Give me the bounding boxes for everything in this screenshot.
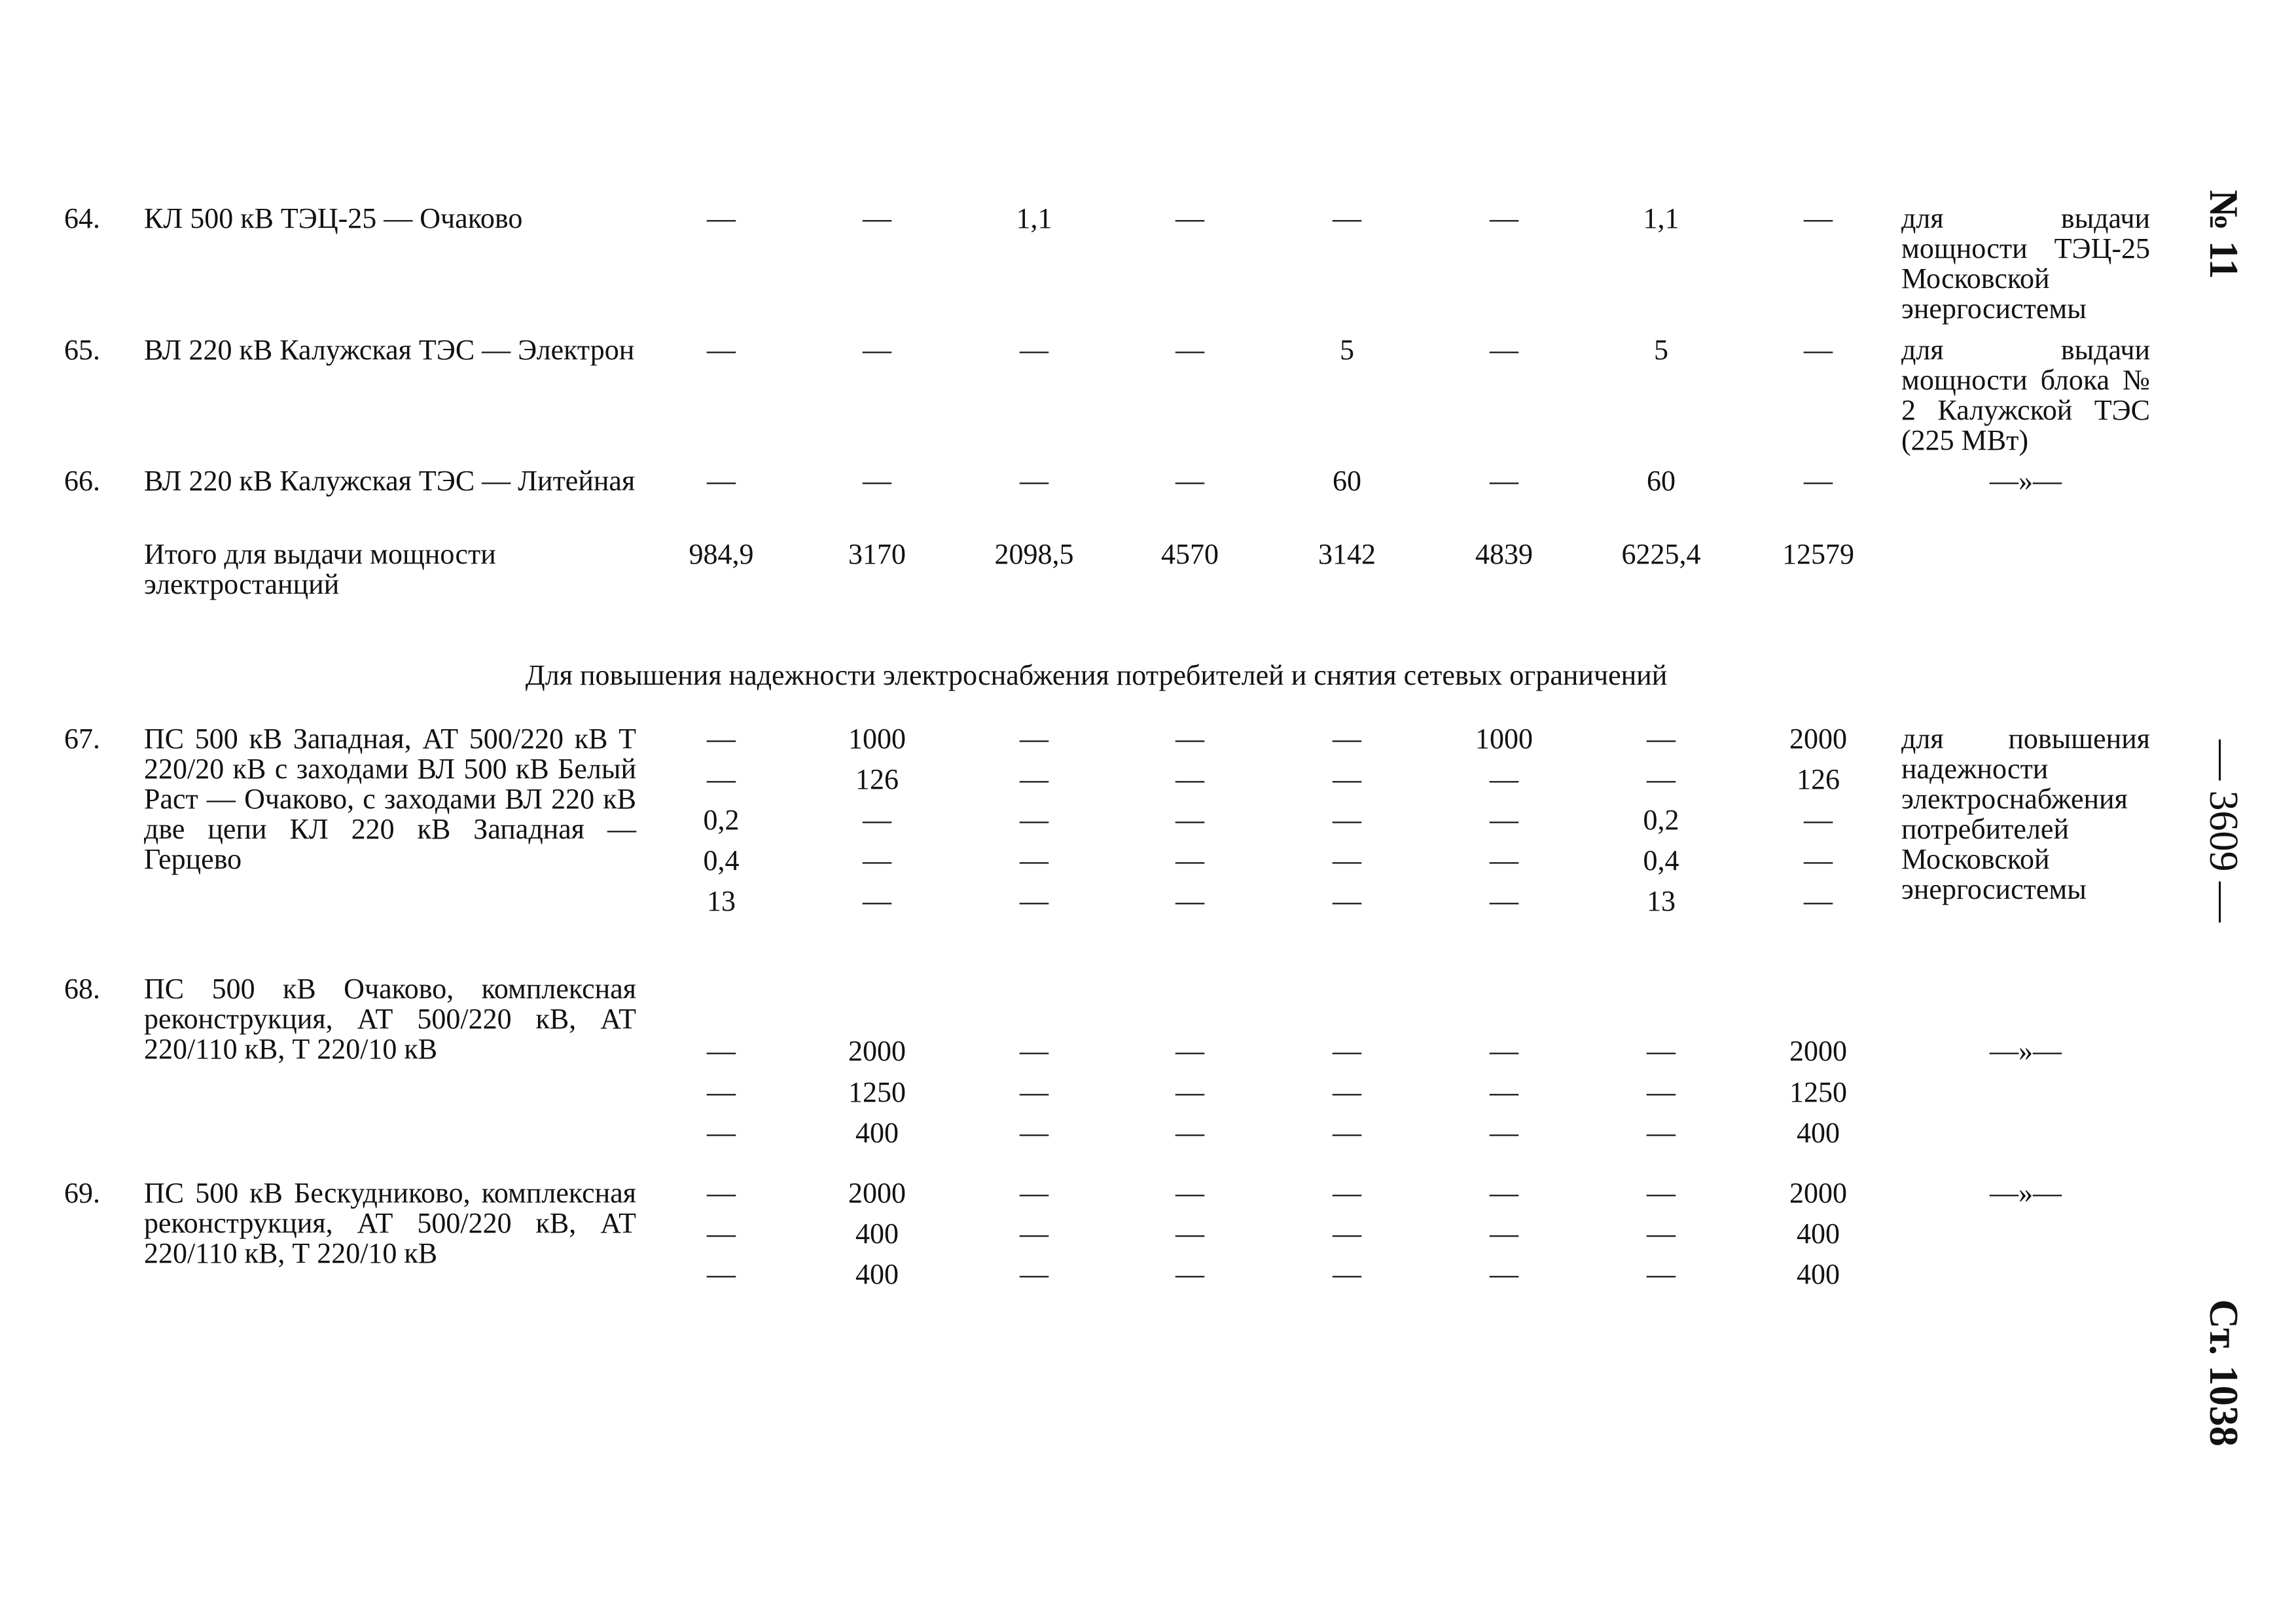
value-cell: — [863, 202, 891, 234]
value-cell: — [1175, 763, 1204, 795]
value-cell: 6225,4 [1621, 538, 1701, 570]
value-cell: — [707, 1218, 736, 1250]
value-cell: — [1333, 763, 1361, 795]
row-note: —»— [1990, 1177, 2062, 1209]
row-name: ПС 500 кВ Очаково, комплексная реконструкция, АТ 500/220 кВ, АТ 220/110 кВ, Т 220/10 кВ [144, 973, 636, 1065]
value-cell: — [1804, 885, 1833, 917]
value-cell: 1000 [1475, 723, 1533, 755]
value-cell: 60 [1333, 465, 1361, 497]
value-cell: 1,1 [1016, 202, 1052, 234]
value-cell: — [1647, 1258, 1676, 1290]
value-cell: 3170 [848, 538, 906, 570]
value-cell: — [1175, 202, 1204, 234]
row-number: 64. [64, 202, 100, 234]
row-note: для выдачи мощности блока № 2 Калужской ТЭС (225 МВт) [1901, 334, 2150, 456]
value-cell: 984,9 [689, 538, 754, 570]
row-number: 66. [64, 465, 100, 497]
value-cell: — [1490, 1117, 1518, 1149]
value-cell: 126 [855, 763, 899, 795]
value-cell: 0,2 [703, 804, 740, 836]
row-number: 68. [64, 973, 100, 1005]
value-cell: — [1175, 465, 1204, 497]
value-cell: 0,4 [703, 844, 740, 876]
value-cell: — [1175, 804, 1204, 836]
value-cell: — [1647, 723, 1676, 755]
page-number: — 3609 — [2201, 740, 2246, 922]
value-cell: — [1020, 1117, 1049, 1149]
value-cell: — [863, 465, 891, 497]
value-cell: — [1175, 1035, 1204, 1067]
value-cell: — [1020, 465, 1049, 497]
value-cell: 5 [1654, 334, 1668, 366]
total-label: Итого для выдачи мощности электростанций [144, 538, 496, 600]
value-cell: — [1175, 1258, 1204, 1290]
value-cell: — [707, 465, 736, 497]
value-cell: — [1020, 723, 1049, 755]
value-cell: 1000 [848, 723, 906, 755]
value-cell: — [1175, 1076, 1204, 1108]
value-cell: — [1020, 763, 1049, 795]
value-cell: — [1333, 1177, 1361, 1209]
value-cell: 0,4 [1643, 844, 1679, 876]
value-cell: — [1333, 1035, 1361, 1067]
value-cell: — [707, 202, 736, 234]
value-cell: — [1175, 1218, 1204, 1250]
value-cell: — [1175, 723, 1204, 755]
value-cell: 60 [1647, 465, 1676, 497]
value-cell: 400 [1797, 1218, 1840, 1250]
value-cell: — [1175, 844, 1204, 876]
row-name: ПС 500 кВ Бескудниково, комплексная реконструкция, АТ 500/220 кВ, АТ 220/110 кВ, Т 220/10 кВ [144, 1177, 636, 1269]
value-cell: — [1647, 1076, 1676, 1108]
value-cell: — [707, 1177, 736, 1209]
value-cell: — [1804, 844, 1833, 876]
row-number: 65. [64, 334, 100, 366]
value-cell: — [1647, 1177, 1676, 1209]
value-cell: 13 [707, 885, 736, 917]
value-cell: — [1020, 1177, 1049, 1209]
row-note: для выдачи мощности ТЭЦ-25 Московской энергосистемы [1901, 202, 2150, 325]
row-note: —»— [1990, 1035, 2062, 1067]
value-cell: — [1333, 885, 1361, 917]
value-cell: — [1647, 763, 1676, 795]
value-cell: — [1333, 202, 1361, 234]
value-cell: — [1804, 465, 1833, 497]
row-name: ВЛ 220 кВ Калужская ТЭС — Литейная [144, 465, 636, 497]
value-cell: — [1490, 1258, 1518, 1290]
value-cell: — [1647, 1035, 1676, 1067]
row-name: ПС 500 кВ Западная, АТ 500/220 кВ Т 220/20 кВ с заходами ВЛ 500 кВ Белый Раст — Очаково, с заходами ВЛ 220 кВ две цепи КЛ 220 кВ Западная — Герцево [144, 723, 636, 875]
row-note: для повышения надежности электроснабжения потребителей Московской энергосистемы [1901, 723, 2150, 905]
value-cell: — [863, 844, 891, 876]
section-heading: Для повышения надежности электроснабжения потребителей и снятия сетевых ограничений [525, 659, 1668, 691]
row-note: —»— [1990, 465, 2062, 497]
value-cell: — [707, 1258, 736, 1290]
value-cell: — [1490, 1035, 1518, 1067]
value-cell: — [1020, 1076, 1049, 1108]
value-cell: — [1490, 1177, 1518, 1209]
value-cell: — [1490, 334, 1518, 366]
value-cell: — [1333, 1218, 1361, 1250]
value-cell: — [1490, 1218, 1518, 1250]
value-cell: — [1490, 1076, 1518, 1108]
value-cell: — [1020, 1218, 1049, 1250]
value-cell: 400 [855, 1117, 899, 1149]
row-name: ВЛ 220 кВ Калужская ТЭС — Электрон [144, 334, 635, 366]
value-cell: — [863, 804, 891, 836]
value-cell: — [1020, 1035, 1049, 1067]
value-cell: — [707, 1035, 736, 1067]
article-number: Ст. 1038 [2201, 1299, 2246, 1447]
value-cell: 2000 [1789, 1035, 1847, 1067]
value-cell: — [1490, 804, 1518, 836]
value-cell: — [1020, 804, 1049, 836]
value-cell: — [1647, 1218, 1676, 1250]
value-cell: — [1647, 1117, 1676, 1149]
value-cell: 1250 [848, 1076, 906, 1108]
value-cell: 2000 [848, 1177, 906, 1209]
value-cell: 13 [1647, 885, 1676, 917]
value-cell: — [707, 1117, 736, 1149]
value-cell: — [1333, 1258, 1361, 1290]
value-cell: — [1804, 202, 1833, 234]
value-cell: 1250 [1789, 1076, 1847, 1108]
value-cell: — [1804, 334, 1833, 366]
value-cell: — [1333, 804, 1361, 836]
value-cell: — [1333, 844, 1361, 876]
value-cell: 2000 [1789, 1177, 1847, 1209]
value-cell: 12579 [1782, 538, 1854, 570]
value-cell: — [1490, 844, 1518, 876]
value-cell: 400 [1797, 1258, 1840, 1290]
row-name: КЛ 500 кВ ТЭЦ-25 — Очаково [144, 202, 523, 234]
value-cell: — [1175, 334, 1204, 366]
row-number: 67. [64, 723, 100, 755]
value-cell: — [1333, 723, 1361, 755]
value-cell: — [1020, 1258, 1049, 1290]
value-cell: — [863, 334, 891, 366]
value-cell: — [1020, 885, 1049, 917]
value-cell: — [1804, 804, 1833, 836]
value-cell: — [1020, 844, 1049, 876]
issue-number: № 11 [2201, 190, 2246, 280]
value-cell: — [707, 723, 736, 755]
value-cell: — [707, 334, 736, 366]
value-cell: 2098,5 [994, 538, 1074, 570]
value-cell: — [1333, 1117, 1361, 1149]
value-cell: — [1490, 202, 1518, 234]
value-cell: — [1020, 334, 1049, 366]
value-cell: 400 [1797, 1117, 1840, 1149]
value-cell: — [1175, 1117, 1204, 1149]
value-cell: 0,2 [1643, 804, 1679, 836]
value-cell: 2000 [1789, 723, 1847, 755]
value-cell: 4570 [1161, 538, 1219, 570]
value-cell: 5 [1340, 334, 1354, 366]
value-cell: — [863, 885, 891, 917]
value-cell: — [707, 1076, 736, 1108]
value-cell: 3142 [1318, 538, 1376, 570]
value-cell: — [1490, 465, 1518, 497]
value-cell: 4839 [1475, 538, 1533, 570]
value-cell: — [1175, 885, 1204, 917]
value-cell: — [1490, 763, 1518, 795]
value-cell: 126 [1797, 763, 1840, 795]
value-cell: — [1333, 1076, 1361, 1108]
value-cell: — [1175, 1177, 1204, 1209]
value-cell: — [707, 763, 736, 795]
value-cell: 2000 [848, 1035, 906, 1067]
row-number: 69. [64, 1177, 100, 1209]
value-cell: 1,1 [1643, 202, 1679, 234]
value-cell: — [1490, 885, 1518, 917]
value-cell: 400 [855, 1258, 899, 1290]
value-cell: 400 [855, 1218, 899, 1250]
